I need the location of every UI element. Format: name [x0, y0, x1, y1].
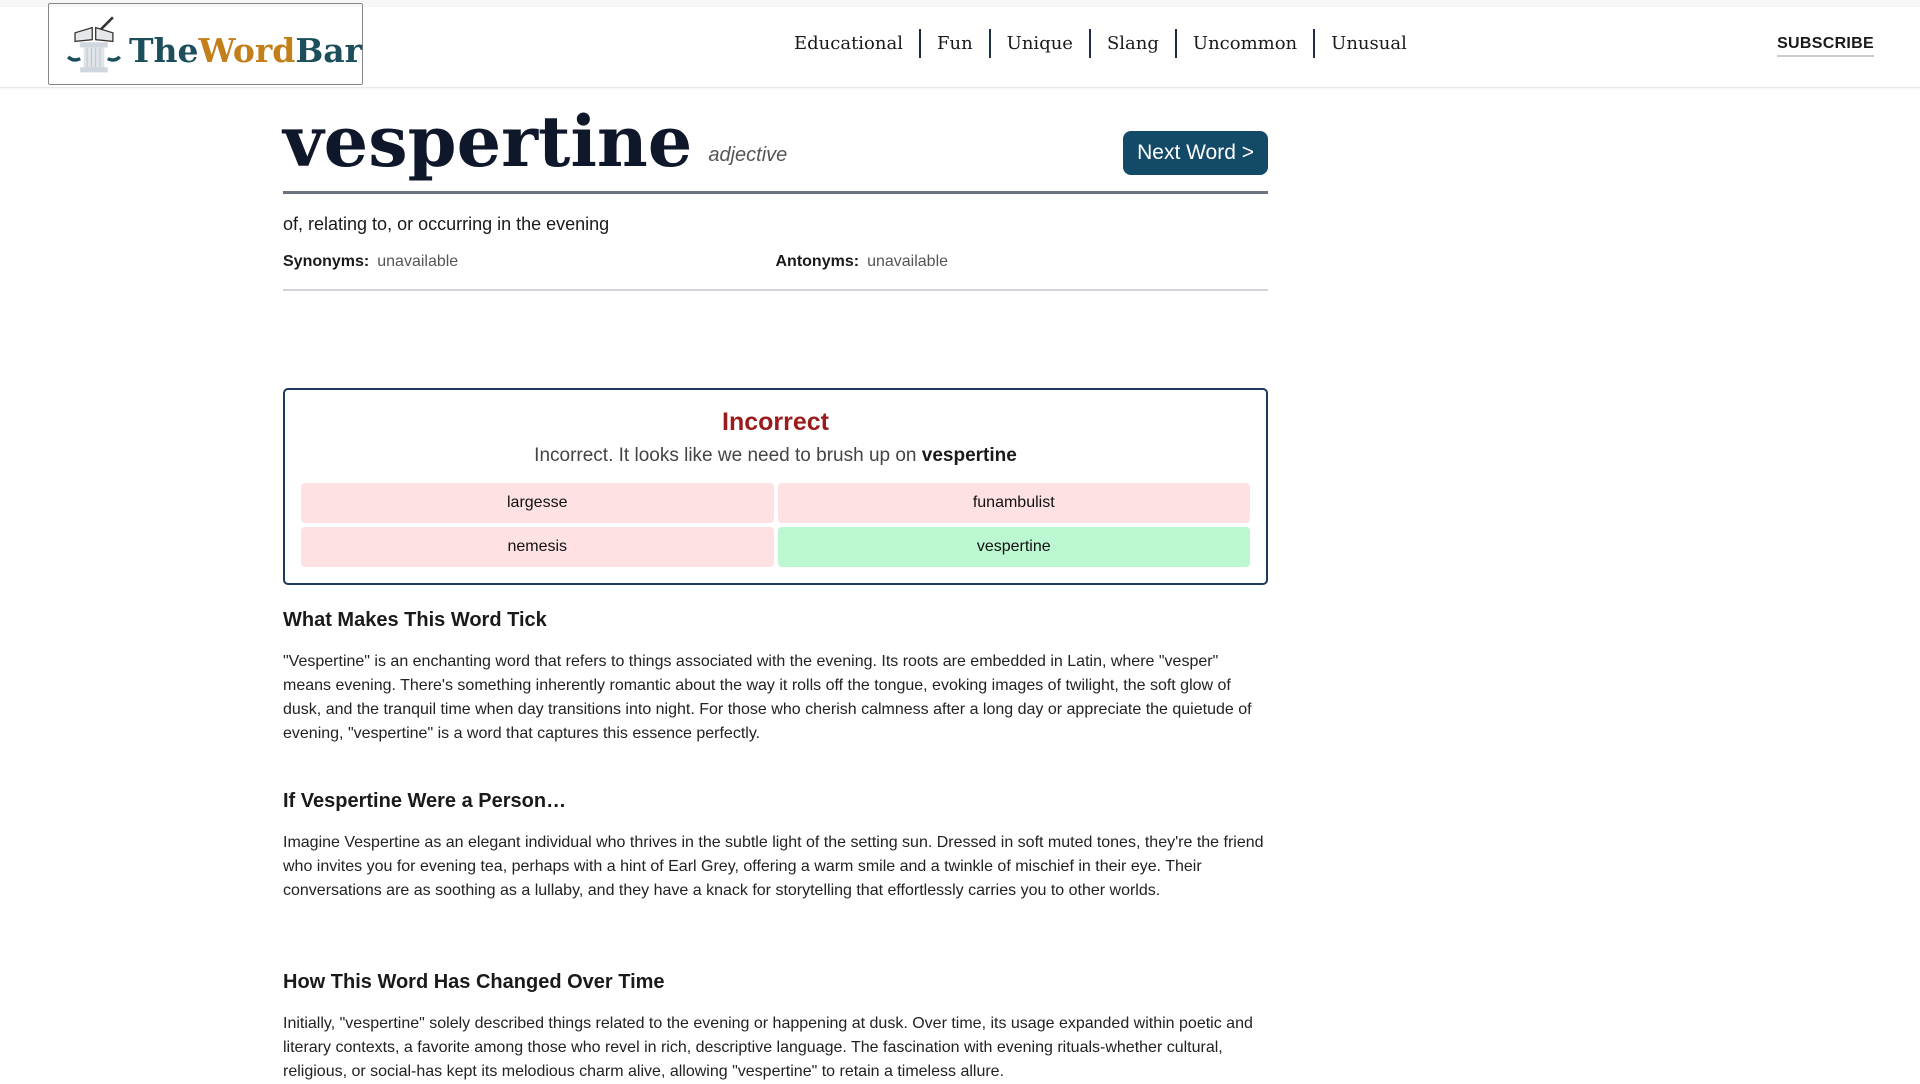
section-heading: How This Word Has Changed Over Time [283, 971, 665, 993]
site-logo[interactable] [48, 3, 363, 85]
antonyms-value: unavailable [867, 253, 949, 270]
title-row [283, 100, 1268, 194]
quiz-word: vespertine [921, 445, 1017, 466]
quiz-message-text: Incorrect. It looks like we need to brush up on [534, 445, 917, 466]
section-heading: If Vespertine Were a Person… [283, 790, 567, 812]
antonyms-label: Antonyms: [775, 253, 860, 270]
nav-slang[interactable]: Slang [1089, 29, 1175, 58]
section-body: "Vespertine" is an enchanting word that refers to things associated with the evening. Its roots are embedded in Latin, where "vesper" means evening. There's something inherently romantic about the way it rolls off the tongue, evoking images of twilight, the soft glow of dusk, and the tranquil time when day transitions into night. For those who cherish calmness after a long day or appreciate the quietude of evening, "vespertine" is a word that captures this essence perfectly. [283, 653, 1252, 742]
nav-uncommon[interactable]: Uncommon [1175, 29, 1313, 58]
section-body: Initially, "vespertine" solely described things related to the evening or happening at dusk. Over time, its usage expanded within poetic and literary contexts, a favorite among those who revel in rich, descriptive language. The fascination with evening rituals-whether cultural, religious, or social-has kept its melodious charm alive, allowing "vespertine" to retain a timeless allure. [283, 1015, 1253, 1080]
quiz-option-nemesis[interactable]: nemesis [301, 527, 774, 567]
subscribe-link[interactable]: SUBSCRIBE [1777, 35, 1874, 57]
nav-unique[interactable]: Unique [989, 29, 1089, 58]
quiz-option-largesse[interactable]: largesse [301, 483, 774, 523]
quiz-message [301, 445, 1250, 467]
quiz-result-heading: Incorrect [722, 408, 829, 436]
nav-educational[interactable]: Educational [794, 33, 903, 54]
word-title: vespertine [283, 100, 693, 183]
nav-unusual[interactable]: Unusual [1313, 29, 1423, 58]
next-word-button[interactable]: Next Word > [1123, 131, 1268, 175]
main-nav [778, 29, 1423, 58]
logo-text-bar: Bar [295, 30, 362, 70]
synonyms-value: unavailable [377, 253, 459, 270]
section-body: Imagine Vespertine as an elegant individual who thrives in the subtle light of the setting sun. Dressed in soft muted tones, they're the friend who invites you for evening tea, perhaps with a hint of Earl Grey, offering a warm smile and a twinkle of mischief in their eye. Their conversations are as soothing as a lullaby, and they have a knack for storytelling that effortlessly carries you to other worlds. [283, 834, 1264, 899]
site-header [0, 7, 1920, 88]
quiz-option-vespertine-correct[interactable]: vespertine [778, 527, 1251, 567]
quiz-box [283, 388, 1268, 585]
definition: of, relating to, or occurring in the evening [283, 214, 610, 234]
synonyms-label: Synonyms: [283, 253, 370, 270]
logo-text-the: The [128, 30, 199, 70]
synonyms-antonyms [283, 253, 1268, 291]
quiz-options [301, 483, 1250, 567]
word-content [283, 100, 1268, 1084]
nav-fun[interactable]: Fun [919, 29, 989, 58]
part-of-speech: adjective [708, 144, 788, 166]
logo-text-word: Word [198, 30, 296, 70]
column-book-icon [63, 9, 125, 79]
section-heading: What Makes This Word Tick [283, 609, 547, 631]
quiz-option-funambulist[interactable]: funambulist [778, 483, 1251, 523]
